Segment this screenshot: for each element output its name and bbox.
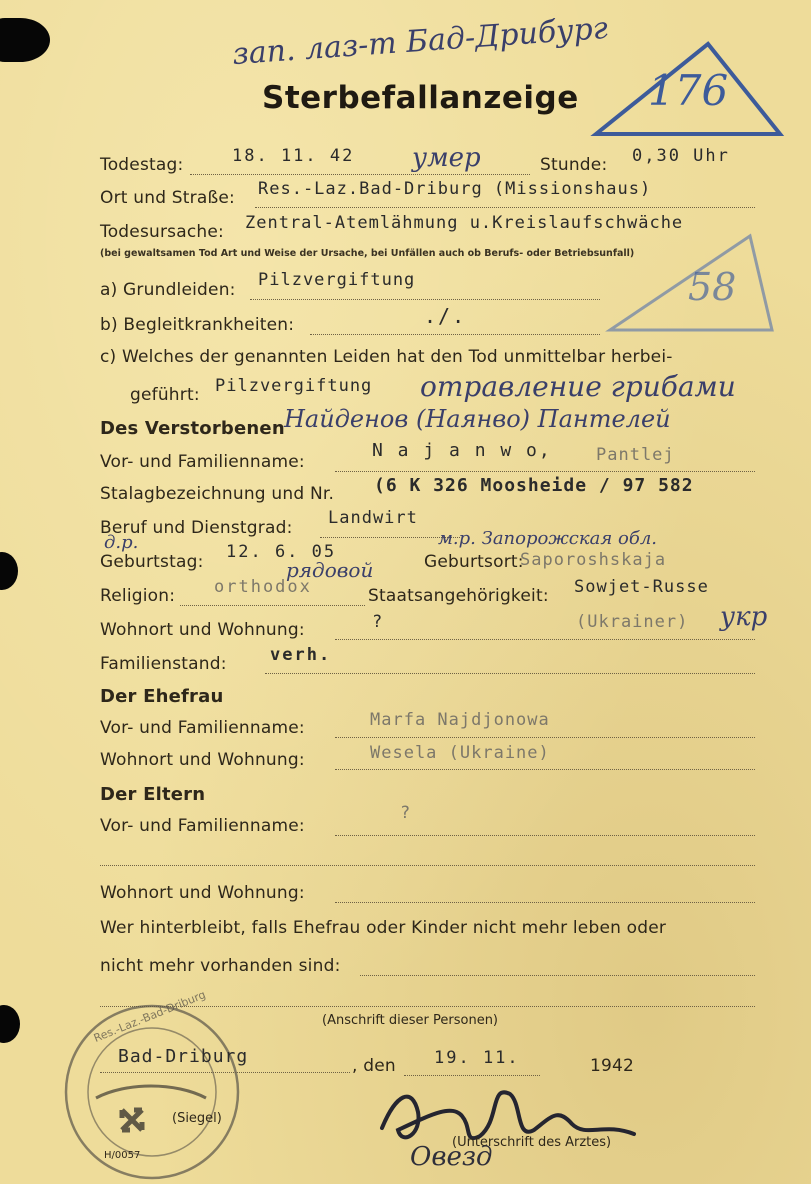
geburtstag-label: Geburtstag: [100, 552, 204, 572]
survivors-address-note: (Anschrift dieser Personen) [322, 1013, 499, 1028]
staatsangehoerigkeit-label: Staatsangehörigkeit: [368, 586, 549, 606]
parents-wohnort-dots [335, 902, 755, 903]
stalag-label: Stalagbezeichnung und Nr. [100, 484, 335, 504]
todesursache-label: Todesursache: [100, 222, 224, 242]
wohnort-extra: (Ukrainer) [576, 612, 689, 632]
grundleiden-label: a) Grundleiden: [100, 280, 236, 300]
seal-code: H/0057 [104, 1150, 141, 1161]
todestag-dots [190, 174, 530, 175]
geburtstag-value: 12. 6. 05 [226, 542, 337, 562]
seal-ring-text: Res.-Laz.-Bad-Driburg [91, 988, 208, 1045]
wife-name-dots [335, 737, 755, 738]
stamp-number-top: 176 [648, 66, 729, 115]
wohnort-value: ? [372, 612, 385, 632]
wife-name-value: Marfa Najdjonowa [370, 710, 550, 730]
familienstand-value: verh. [270, 645, 332, 665]
parents-section-label: Der Eltern [100, 784, 206, 805]
beruf-label: Beruf und Dienstgrad: [100, 518, 293, 538]
welches-value: Pilzvergiftung [215, 376, 373, 396]
parents-name-value: ? [400, 803, 413, 823]
survivors-dots-1 [360, 975, 755, 976]
grundleiden-dots [250, 299, 600, 300]
wohnort-label: Wohnort und Wohnung: [100, 620, 305, 640]
welches-label-line2: geführt: [130, 385, 200, 405]
deceased-name-value: N a j a n w o, [372, 440, 552, 461]
ort-value: Res.-Laz.Bad-Driburg (Missionshaus) [258, 179, 652, 199]
begleitkrankheiten-value: ./. [424, 304, 467, 328]
stunde-value: 0,30 Uhr [632, 146, 730, 166]
deceased-name-label: Vor- und Familienname: [100, 452, 305, 472]
wohnort-hand-note: укр [720, 602, 768, 632]
geburtsort-value: Saporoshskaja [520, 550, 667, 570]
wife-wohnort-dots [335, 769, 755, 770]
familienstand-dots [265, 673, 755, 674]
wife-wohnort-label: Wohnort und Wohnung: [100, 750, 305, 770]
ort-dots [255, 207, 755, 208]
footer-den-label: , den [352, 1056, 396, 1076]
todestag-hand-note: умер [412, 143, 481, 173]
punch-hole-bottom [0, 1005, 20, 1043]
footer-date-day: 19. 11. [434, 1048, 520, 1068]
wife-name-label: Vor- und Familienname: [100, 718, 305, 738]
stalag-value: (6 K 326 Moosheide / 97 582 [374, 475, 694, 496]
signature-label: (Unterschrift des Arztes) [452, 1135, 612, 1150]
beruf-value: Landwirt [328, 508, 418, 528]
todestag-value: 18. 11. 42 [232, 146, 355, 166]
deceased-name-dots [335, 471, 755, 472]
parents-extra-dots [100, 865, 755, 866]
signature-hand-russian: Овезд [410, 1142, 493, 1172]
geburtstag-hand-note: д.р. [104, 532, 139, 553]
ort-label: Ort und Straße: [100, 188, 235, 208]
parents-name-label: Vor- und Familienname: [100, 816, 305, 836]
document-title: Sterbefallanzeige [262, 80, 579, 116]
deceased-firstname-value: Pantlej [596, 445, 675, 465]
deceased-hand-name: Найденов (Наянво) Пантелей [284, 405, 671, 433]
todesursache-value: Zentral-Atemlähmung u.Kreislaufschwäche [245, 213, 684, 233]
stunde-label: Stunde: [540, 155, 608, 175]
survivors-question-line2: nicht mehr vorhanden sind: [100, 956, 341, 976]
wife-wohnort-value: Wesela (Ukraine) [370, 743, 550, 763]
official-seal-icon [56, 1000, 248, 1184]
geburtstag-hand-note-2: рядовой [286, 558, 374, 582]
familienstand-label: Familienstand: [100, 654, 227, 674]
todesursache-note: (bei gewaltsamen Tod Art und Weise der Ursache, bei Unfällen auch ob Berufs- oder Betriebsunfall) [100, 248, 635, 259]
religion-dots [180, 605, 365, 606]
grundleiden-value: Pilzvergiftung [258, 270, 416, 290]
parents-wohnort-label: Wohnort und Wohnung: [100, 883, 305, 903]
welches-label-line1: c) Welches der genannten Leiden hat den Tod unmittelbar herbei- [100, 347, 673, 367]
wife-section-label: Der Ehefrau [100, 686, 224, 707]
footer-place: Bad-Driburg [118, 1046, 249, 1067]
wohnort-dots [335, 639, 755, 640]
todestag-label: Todestag: [100, 155, 184, 175]
begleitkrankheiten-dots [310, 334, 600, 335]
footer-date-year: 1942 [590, 1056, 635, 1076]
religion-label: Religion: [100, 586, 176, 606]
religion-value: orthodox [214, 577, 312, 597]
staatsangehoerigkeit-value: Sowjet-Russe [574, 577, 709, 597]
siegel-label: (Siegel) [172, 1111, 222, 1126]
geburtsort-hand-note: м.р. Запорожская обл. [438, 528, 658, 549]
stamp-number-mid: 58 [688, 265, 737, 309]
parents-name-dots [335, 835, 755, 836]
punch-hole-middle [0, 552, 18, 590]
begleitkrankheiten-label: b) Begleitkrankheiten: [100, 315, 295, 335]
survivors-question-line1: Wer hinterbleibt, falls Ehefrau oder Kinder nicht mehr leben oder [100, 918, 667, 938]
welches-hand-note: отравление грибами [420, 370, 736, 403]
punch-hole-top [0, 18, 50, 62]
deceased-section-label: Des Verstorbenen [100, 418, 285, 439]
handwritten-top-note: зап. лаз-т Бад-Дрибург [231, 10, 609, 73]
geburtsort-label: Geburtsort: [424, 552, 524, 572]
footer-place-dots [100, 1072, 350, 1073]
